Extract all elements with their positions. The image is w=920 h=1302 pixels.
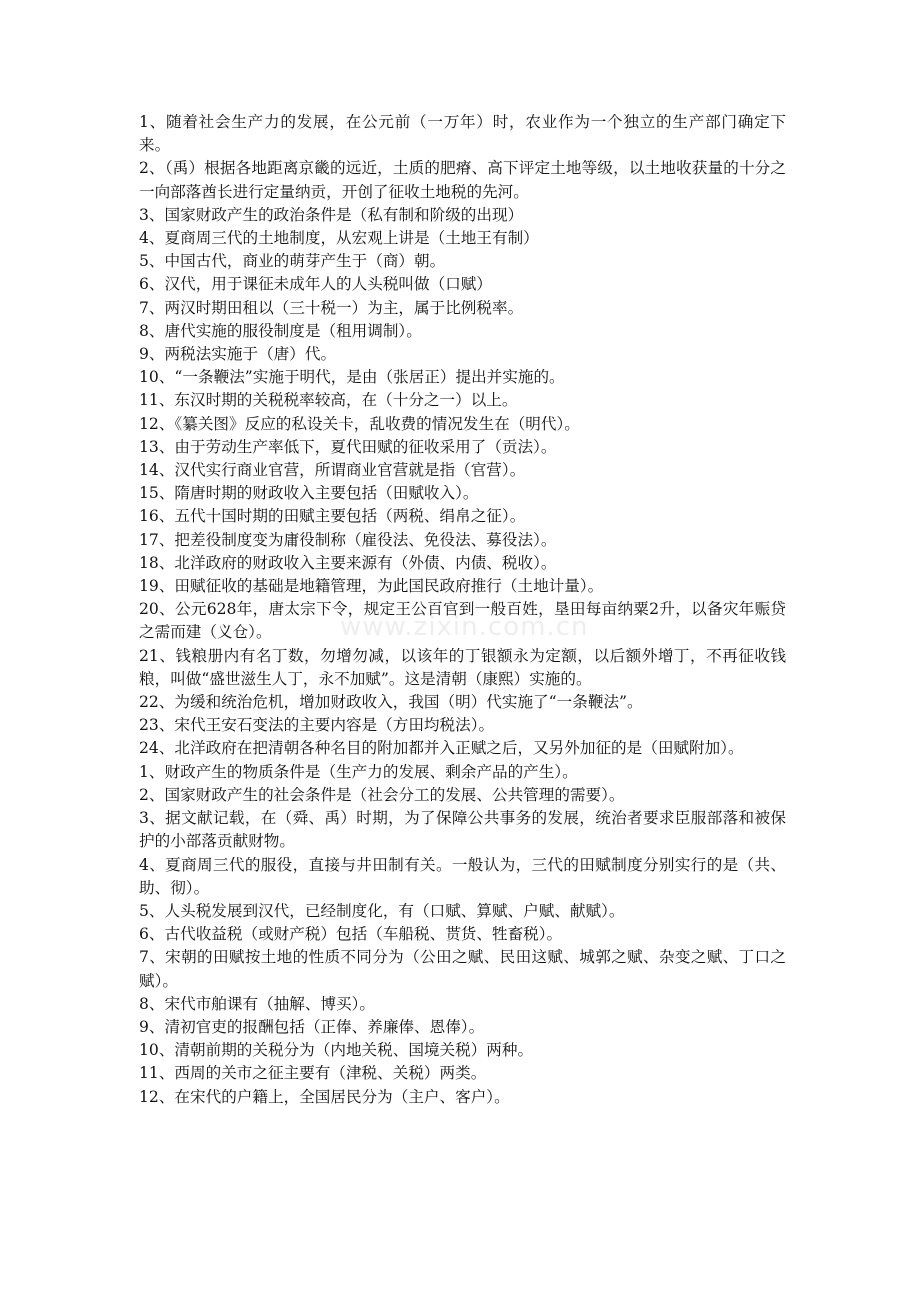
list-item: 11、东汉时期的关税税率较高，在（十分之一）以上。 <box>139 391 518 410</box>
list-item: 1、随着社会生产力的发展，在公元前（一万年）时，农业作为一个独立的生产部门确定下来。 <box>139 113 786 155</box>
list-item: 20、公元628年，唐太宗下令，规定王公百官到一般百姓，垦田每亩纳粟2升，以备灾年赈贷之需而建（义仓）。 <box>139 600 786 642</box>
watermark: www.zixin.com.cn <box>340 612 589 642</box>
list-item: 13、由于劳动生产率低下，夏代田赋的征收采用了（贡法）。 <box>139 437 557 456</box>
list-item: 9、两税法实施于（唐）代。 <box>139 345 337 364</box>
list-item: 24、北洋政府在把清朝各种名目的附加都并入正赋之后，又另外加征的是（田赋附加）。 <box>139 739 744 758</box>
list-item: 17、把差役制度变为庸役制称（雇役法、免役法、募役法）。 <box>139 530 557 549</box>
list-item: 4、夏商周三代的土地制度，从宏观上讲是（土地王有制） <box>139 229 539 248</box>
list-item: 21、钱粮册内有名丁数，勿增勿减，以该年的丁银额永为定额，以后额外增丁，不再征收钱粮，叫做“盛世滋生人丁，永不加赋”。这是清朝（康熙）实施的。 <box>139 646 786 688</box>
list-item: 5、中国古代，商业的萌芽产生于（商）朝。 <box>139 252 446 271</box>
list-item: 1、财政产生的物质条件是（生产力的发展、剩余产品的产生）。 <box>139 762 578 781</box>
list-item: 2、（禹）根据各地距离京畿的远近，土质的肥瘠、高下评定土地等级，以土地收获量的十分之一向部落酋长进行定量纳贡，开创了征收土地税的先河。 <box>139 159 786 201</box>
list-item: 10、清朝前期的关税分为（内地关税、国境关税）两种。 <box>139 1041 534 1060</box>
list-item: 11、西周的关市之征主要有（津税、关税）两类。 <box>139 1064 487 1083</box>
list-item: 14、汉代实行商业官营，所谓商业官营就是指（官营）。 <box>139 461 526 480</box>
list-item: 19、田赋征收的基础是地籍管理，为此国民政府推行（土地计量）。 <box>139 577 604 596</box>
list-item: 6、古代收益税（或财产税）包括（车船税、贳货、牲畜税）。 <box>139 925 563 944</box>
list-item: 6、汉代，用于课征未成年人的人头税叫做（口赋） <box>139 275 492 294</box>
list-item: 7、宋朝的田赋按土地的性质不同分为（公田之赋、民田这赋、城郭之赋、杂变之赋、丁口之赋）。 <box>139 948 786 990</box>
list-item: 16、五代十国时期的田赋主要包括（两税、绢帛之征）。 <box>139 507 526 526</box>
list-item: 12、在宋代的户籍上，全国居民分为（主户、客户）。 <box>139 1087 510 1106</box>
list-item: 22、为缓和统治危机，增加财政收入，我国（明）代实施了“一条鞭法”。 <box>139 693 643 712</box>
list-item: 5、人头税发展到汉代，已经制度化，有（口赋、算赋、户赋、献赋）。 <box>139 901 625 920</box>
list-item: 8、宋代市舶课有（抽解、博买）。 <box>139 994 376 1013</box>
list-item: 3、国家财政产生的政治条件是（私有制和阶级的出现） <box>139 205 524 224</box>
list-item: 18、北洋政府的财政收入主要来源有（外债、内债、税收）。 <box>139 553 557 572</box>
list-item: 15、隋唐时期的财政收入主要包括（田赋收入）。 <box>139 484 479 503</box>
list-item: 9、清初官吏的报酬包括（正俸、养廉俸、恩俸）。 <box>139 1017 485 1036</box>
list-item: 3、据文献记载，在（舜、禹）时期，为了保障公共事务的发展，统治者要求臣服部落和被保护的小部落贡献财物。 <box>139 809 786 851</box>
document-body <box>139 111 786 1109</box>
list-item: 7、两汉时期田租以（三十税一）为主，属于比例税率。 <box>139 298 524 317</box>
list-item: 8、唐代实施的服役制度是（租用调制）。 <box>139 321 422 340</box>
list-item: 2、国家财政产生的社会条件是（社会分工的发展、公共管理的需要）。 <box>139 785 625 804</box>
list-item: 23、宋代王安石变法的主要内容是（方田均税法）。 <box>139 716 495 735</box>
list-item: 12、《纂关图》反应的私设关卡，乱收费的情况发生在（明代）。 <box>139 414 580 433</box>
list-item: 4、夏商周三代的服役，直接与井田制有关。一般认为，三代的田赋制度分别实行的是（共、助、彻）。 <box>139 855 786 897</box>
list-item: 10、“一条鞭法”实施于明代，是由（张居正）提出并实施的。 <box>139 368 565 387</box>
